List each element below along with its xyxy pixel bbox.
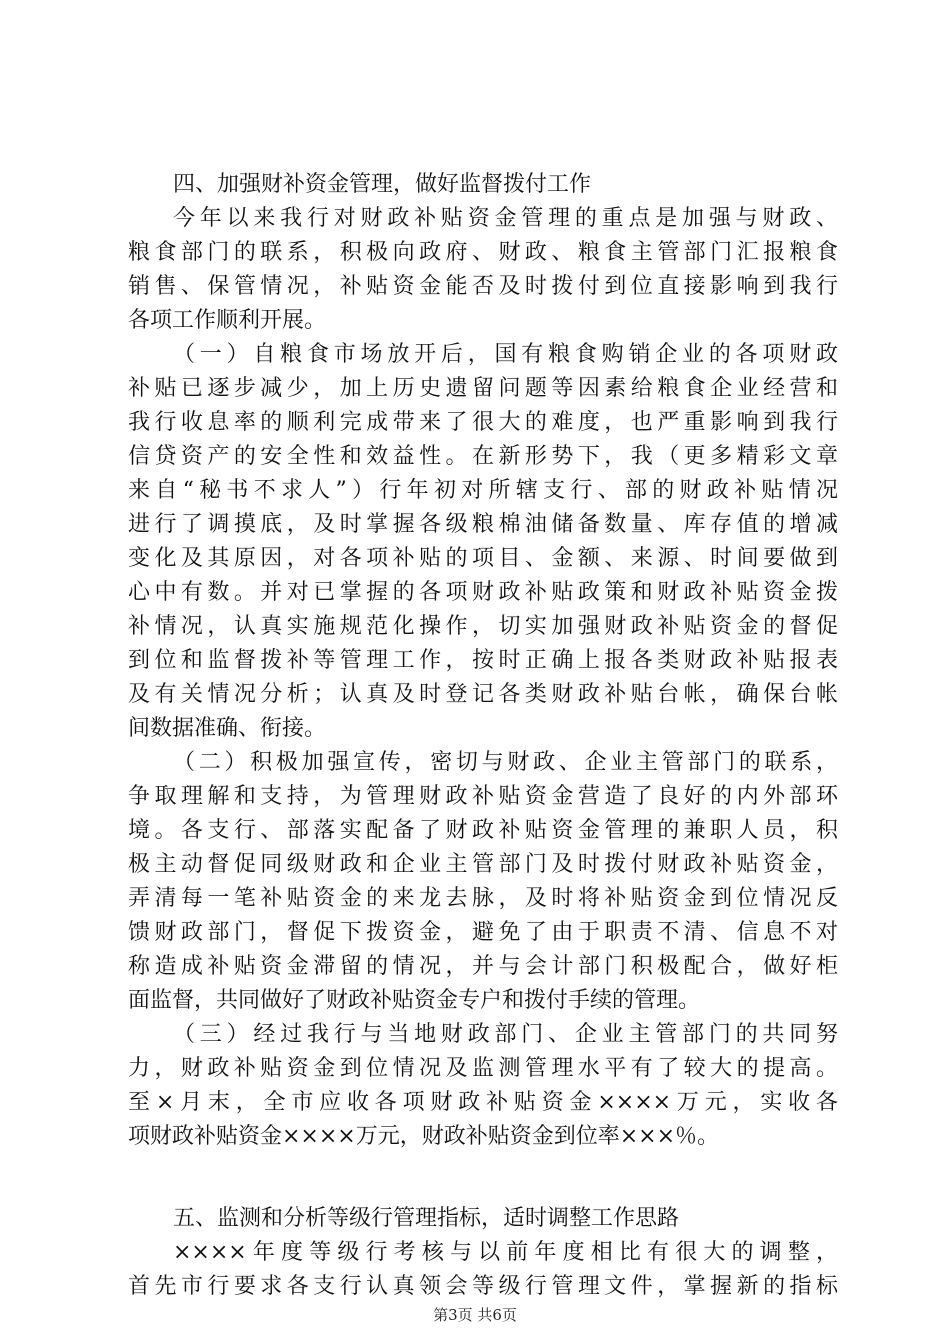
section-gap xyxy=(128,1154,838,1202)
paragraph-line: （二）积极加强宣传，密切与财政、企业主管部门的联系， xyxy=(173,750,838,775)
paragraph-line: 心中有数。并对已掌握的各项财政补贴政策和财政补贴资金拨 xyxy=(128,580,838,605)
section-5-intro-paragraph xyxy=(128,1236,838,1304)
paragraph-line: 境。各支行、部落实配备了财政补贴资金管理的兼职人员，积 xyxy=(128,818,838,843)
section-4-heading: 四、加强财补资金管理，做好监督拨付工作 xyxy=(173,172,592,197)
paragraph-line: 销售、保管情况，补贴资金能否及时拨付到位直接影响到我行 xyxy=(128,274,838,299)
paragraph-2 xyxy=(128,746,838,1018)
paragraph-line: 称造成补贴资金滞留的情况，并与会计部门积极配合，做好柜 xyxy=(128,954,838,979)
document-body xyxy=(128,168,838,1304)
paragraph-line: 首先市行要求各支行认真领会等级行管理文件，掌握新的指标 xyxy=(128,1274,838,1299)
paragraph-line: 各项工作顺利开展。 xyxy=(128,308,327,333)
paragraph-line: 粮食部门的联系，积极向政府、财政、粮食主管部门汇报粮食 xyxy=(128,240,838,265)
paragraph-line: 力，财政补贴资金到位情况及监测管理水平有了较大的提高。 xyxy=(128,1056,838,1081)
paragraph-line: 补贴已逐步减少，加上历史遗留问题等因素给粮食企业经营和 xyxy=(128,376,838,401)
paragraph-line: 馈财政部门，督促下拨资金，避免了由于职责不清、信息不对 xyxy=(128,920,838,945)
paragraph-3 xyxy=(128,1018,838,1154)
paragraph-line: 补情况，认真实施规范化操作，切实加强财政补贴资金的督促 xyxy=(128,614,838,639)
paragraph-line: （一）自粮食市场放开后，国有粮食购销企业的各项财政 xyxy=(173,342,838,367)
paragraph-line: 我行收息率的顺利完成带来了很大的难度，也严重影响到我行 xyxy=(128,410,838,435)
paragraph-line: 面监督，共同做好了财政补贴资金专户和拨付手续的管理。 xyxy=(128,988,701,1013)
paragraph-line: 进行了调摸底，及时掌握各级粮棉油储备数量、库存值的增减 xyxy=(128,512,838,537)
paragraph-line: 及有关情况分析；认真及时登记各类财政补贴台帐，确保台帐 xyxy=(128,682,838,707)
paragraph-line: 项财政补贴资金××××万元，财政补贴资金到位率×××％。 xyxy=(128,1124,720,1149)
page-number-footer: 第3页 共6页 xyxy=(433,1306,517,1324)
section-4-intro-paragraph xyxy=(128,202,838,338)
paragraph-line: 极主动督促同级财政和企业主管部门及时拨付财政补贴资金， xyxy=(128,852,838,877)
paragraph-1 xyxy=(128,338,838,746)
paragraph-line: 信贷资产的安全性和效益性。在新形势下，我（更多精彩文章 xyxy=(128,444,838,469)
paragraph-line: 至×月末，全市应收各项财政补贴资金××××万元，实收各 xyxy=(128,1090,838,1115)
paragraph-line: 弄清每一笔补贴资金的来龙去脉，及时将补贴资金到位情况反 xyxy=(128,886,838,911)
paragraph-line: 来自“秘书不求人”）行年初对所辖支行、部的财政补贴情况 xyxy=(128,478,838,503)
paragraph-line: 到位和监督拨补等管理工作，按时正确上报各类财政补贴报表 xyxy=(128,648,838,673)
paragraph-line: ××××年度等级行考核与以前年度相比有很大的调整， xyxy=(173,1240,838,1265)
paragraph-line: （三）经过我行与当地财政部门、企业主管部门的共同努 xyxy=(173,1022,838,1047)
paragraph-line: 今年以来我行对财政补贴资金管理的重点是加强与财政、 xyxy=(173,206,838,231)
section-5-heading: 五、监测和分析等级行管理指标，适时调整工作思路 xyxy=(173,1206,680,1231)
paragraph-line: 间数据准确、衔接。 xyxy=(128,716,327,741)
paragraph-line: 变化及其原因，对各项补贴的项目、金额、来源、时间要做到 xyxy=(128,546,838,571)
paragraph-line: 争取理解和支持，为管理财政补贴资金营造了良好的内外部环 xyxy=(128,784,838,809)
